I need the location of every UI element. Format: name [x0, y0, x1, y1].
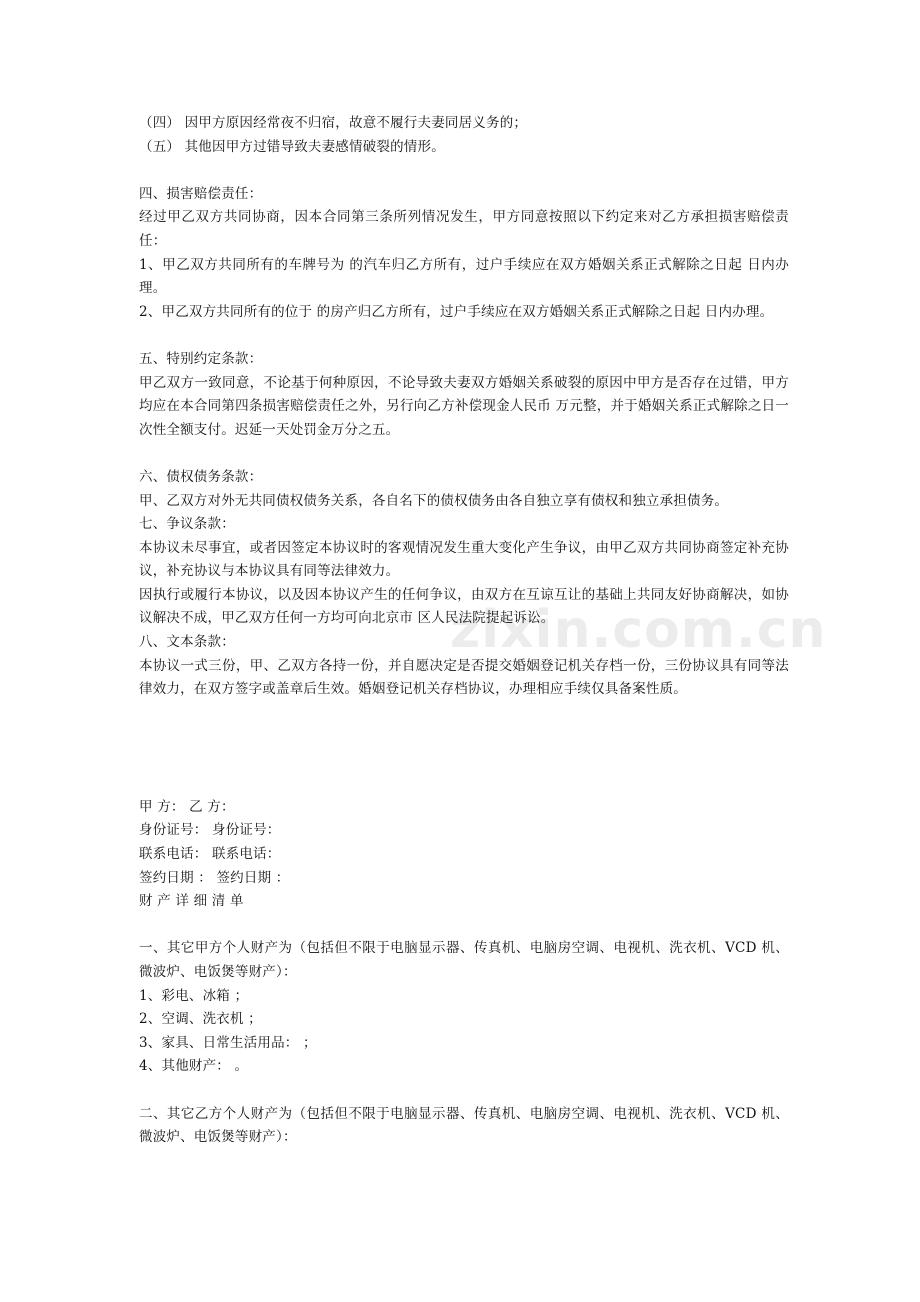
clause-item-5: （五） 其他因甲方过错导致夫妻感情破裂的情形。 [139, 138, 445, 155]
party-a-property-heading: 一、其它甲方个人财产为（包括但不限于电脑显示器、传真机、电脑房空调、电视机、洗衣机、VCD 机、微波炉、电饭煲等财产）： [139, 940, 789, 980]
party-a-item-1: 1、彩电、冰箱 ； [139, 987, 249, 1004]
section-7-para-1: 本协议未尽事宜，或者因签定本协议时的客观情况发生重大变化产生争议，由甲乙双方共同协商签定补充协议，补充协议与本协议具有同等法律效力。 [139, 539, 789, 580]
section-4-item-2: 2、甲乙双方共同所有的位于 的房产归乙方所有，过户手续应在双方婚姻关系正式解除之日起 日内办理。 [139, 303, 774, 320]
section-4-item-1: 1、甲乙双方共同所有的车牌号为 的汽车归乙方所有，过户手续应在双方婚姻关系正式解除之日起 日内办理。 [139, 256, 789, 297]
party-a-item-2: 2、空调、洗衣机 ； [139, 1011, 262, 1028]
signature-phones: 联系电话： 联系电话： [139, 846, 281, 863]
section-8-body: 本协议一式三份，甲、乙双方各持一份，并自愿决定是否提交婚姻登记机关存档一份，三份协议具有同等法律效力，在双方签字或盖章后生效。婚姻登记机关存档协议，办理相应手续仅具备案性质。 [139, 657, 789, 698]
section-7-para-2: 因执行或履行本协议，以及因本协议产生的任何争议，由双方在互谅互让的基础上共同友好协商解决，如协议解决不成，甲乙双方任何一方均可向北京市 区人民法院提起诉讼。 [139, 586, 789, 627]
signature-id-numbers: 身份证号： 身份证号： [139, 822, 281, 839]
property-list-title: 财 产 详 细 清 单 [139, 893, 244, 910]
section-4-intro: 经过甲乙双方共同协商，因本合同第三条所列情况发生，甲方同意按照以下约定来对乙方承担损害赔偿责任： [139, 209, 789, 249]
section-8-heading: 八、文本条款： [139, 634, 235, 651]
document-body [139, 112, 789, 1150]
watermark: zixin.com.cn [450, 600, 827, 660]
section-6-heading: 六、债权债务条款： [139, 468, 263, 485]
section-6-body: 甲、乙双方对外无共同债权债务关系，各自名下的债权债务由各自独立享有债权和独立承担债务。 [139, 492, 729, 509]
party-b-property-heading: 二、其它乙方个人财产为（包括但不限于电脑显示器、传真机、电脑房空调、电视机、洗衣机、VCD 机、微波炉、电饭煲等财产）： [139, 1105, 789, 1146]
signature-parties: 甲 方： 乙 方： [139, 798, 235, 815]
section-4-heading: 四、损害赔偿责任： [139, 185, 263, 202]
section-5-body: 甲乙双方一致同意，不论基于何种原因，不论导致夫妻双方婚姻关系破裂的原因中甲方是否存在过错，甲方均应在本合同第四条损害赔偿责任之外，另行向乙方补偿现金人民币 万元整，并于婚姻关系正式解除之日一次性全额支付。迟延一天处罚金万分之五。 [139, 374, 789, 438]
party-a-item-4: 4、其他财产： 。 [139, 1058, 249, 1075]
section-5-heading: 五、特别约定条款： [139, 350, 263, 367]
section-7-heading: 七、争议条款： [139, 516, 235, 533]
signature-dates: 签约日期 ： 签约日期 ： [139, 869, 290, 886]
party-a-item-3: 3、家具、日常生活用品： ； [139, 1034, 317, 1051]
clause-item-4: （四） 因甲方原因经常夜不归宿，故意不履行夫妻同居义务的； [139, 115, 528, 131]
